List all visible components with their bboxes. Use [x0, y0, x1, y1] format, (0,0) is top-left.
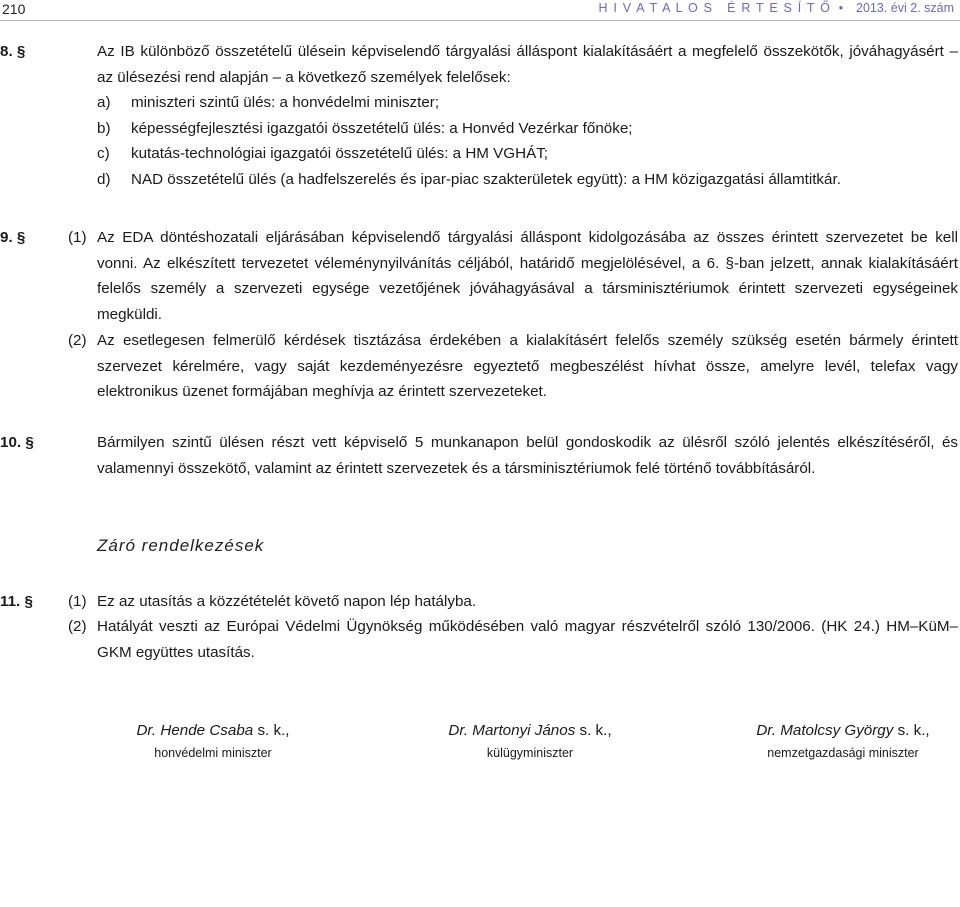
paragraph-text: Ez az utasítás a közzétételét követő napon lép hatályba. — [97, 593, 477, 610]
signatory-name — [128, 718, 298, 744]
paragraph-label: (1) — [68, 593, 87, 610]
section-number: 11. § — [0, 593, 33, 610]
section-body — [97, 39, 958, 193]
signatory-name — [435, 718, 625, 744]
list-item — [97, 116, 958, 142]
paragraph-text: Hatályát veszti az Európai Védelmi Ügynökség működésében való magyar részvételről szóló 130/2006. (HK 24.) HM–KüM–GKM együttes utasítás. — [97, 618, 958, 661]
signatory-suffix: s. k., — [253, 722, 290, 739]
signatory-name-text: Dr. Martonyi János — [448, 722, 576, 739]
section-intro: Az IB különböző összetételű ülésein képviselendő tárgyalási álláspont kialakításáért a megfelelő összekötők, jóváhagyásért – az ülésezési rend alapján – a következő személyek felelősek: — [97, 43, 958, 86]
signatory-suffix: s. k., — [893, 722, 930, 739]
list-label: d) — [97, 170, 111, 188]
list-text: kutatás-technológiai igazgatói összetételű ülés: a HM VGHÁT; — [131, 145, 549, 163]
signature-block — [435, 718, 625, 762]
signatory-role: nemzetgazdasági miniszter — [767, 746, 919, 760]
list-text: miniszteri szintű ülés: a honvédelmi miniszter; — [131, 94, 440, 112]
signatory-name-text: Dr. Hende Csaba — [136, 722, 254, 739]
paragraph-label: (2) — [68, 332, 87, 349]
bullet-separator: • — [838, 1, 845, 15]
journal-title — [598, 1, 954, 15]
page-number: 210 — [2, 1, 26, 17]
journal-name: H I V A T A L O S É R T E S Í T Ő — [598, 1, 832, 15]
list-item — [97, 141, 958, 167]
list-item — [97, 167, 958, 193]
list-label: b) — [97, 119, 111, 137]
list-label: c) — [97, 145, 110, 163]
list-label: a) — [97, 94, 111, 112]
signatory-role: külügyminiszter — [486, 746, 574, 760]
list-text: képességfejlesztési igazgatói összetételű ülés: a Honvéd Vezérkar főnöke; — [131, 119, 633, 137]
signatory-role: honvédelmi miniszter — [154, 746, 272, 760]
signature-block — [128, 718, 298, 762]
section-number: 8. § — [0, 43, 26, 60]
signature-block — [745, 718, 941, 762]
page-header — [0, 0, 960, 22]
paragraph-label: (2) — [68, 618, 87, 635]
closing-heading: Záró rendelkezések — [97, 536, 265, 555]
paragraph-label: (1) — [68, 229, 87, 246]
paragraph-text: Az esetlegesen felmerülő kérdések tisztázása érdekében a kialakításért felelős személy szükség esetén bármely érintett szervezet kérelmére, vagy saját kezdeményezésre egyeztető megbeszélést hívhat össze, amelyre levél, telefax vagy elektronikus üzenet formájában meghívja az érintett szervezeteket. — [97, 332, 958, 401]
section-number: 10. § — [0, 434, 34, 451]
list-item — [97, 90, 958, 116]
header-rule — [0, 20, 960, 21]
signatory-name — [745, 718, 941, 744]
signatory-name-text: Dr. Matolcsy György — [756, 722, 894, 739]
signatory-suffix: s. k., — [575, 722, 612, 739]
paragraph-text: Bármilyen szintű ülésen részt vett képviselő 5 munkanapon belül gondoskodik az ülésről szóló jelentés elkészítéséről, és valamennyi összekötő, valamint az érintett szervezetek és a társminisztériumok felé történő továbbításáról. — [97, 434, 958, 477]
list-text: NAD összetételű ülés (a hadfelszerelés és ipar-piac szakterületek együtt): a HM közigazgatási államtitkár. — [131, 170, 841, 188]
paragraph-text: Az EDA döntéshozatali eljárásában képviselendő tárgyalási álláspont kidolgozásába az összes érintett szervezetet be kell vonni. Az elkészített tervezetet véleménynyilvánítás céljából, határidő megjelölésével, a 6. §-ban jelzett, annak kialakításáért felelős személy a szervezeti egysége vezetőjének jóváhagyásával a társminisztériumok érintett szervezeti egységeinek megküldi. — [97, 229, 958, 323]
issue-date: 2013. évi 2. szám — [856, 1, 954, 15]
section-number: 9. § — [0, 229, 26, 246]
